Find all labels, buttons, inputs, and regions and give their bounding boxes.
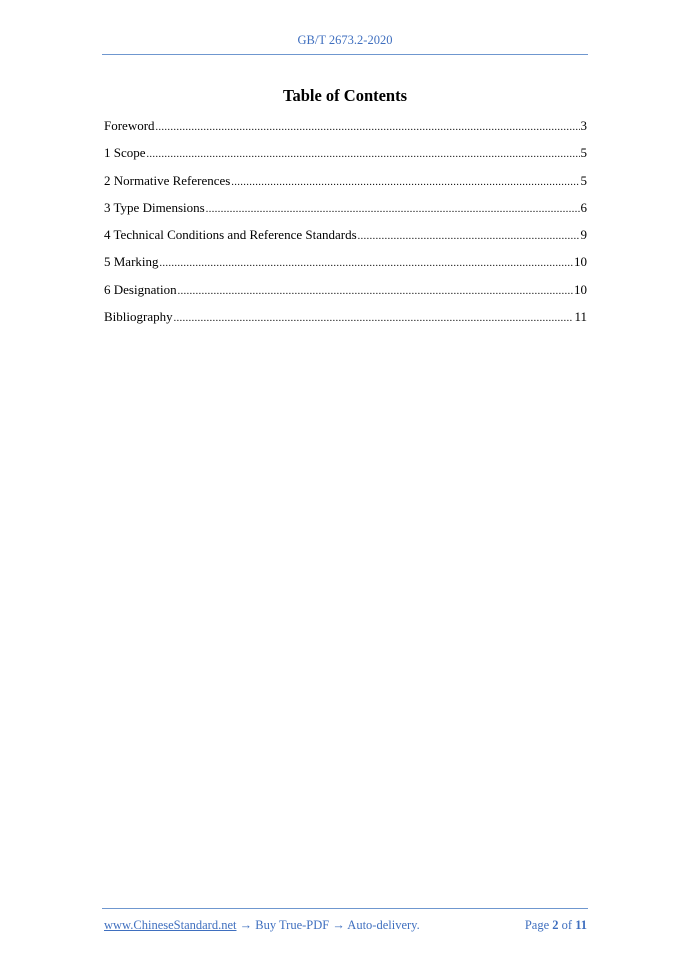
toc-leader-dots xyxy=(174,313,574,324)
toc-entry-page: 10 xyxy=(574,281,587,297)
toc-entry-page: 6 xyxy=(580,199,587,215)
page-current: 2 xyxy=(552,918,559,932)
toc-title: Table of Contents xyxy=(282,86,408,105)
page-prefix: Page xyxy=(524,918,553,932)
toc-entry-bibliography[interactable] xyxy=(104,309,587,336)
toc-entry-page: 9 xyxy=(580,227,587,243)
page-footer xyxy=(104,918,587,933)
toc-entry-page: 10 xyxy=(574,254,587,270)
toc-entry-page: 3 xyxy=(580,118,587,133)
toc-leader-dots xyxy=(156,122,580,133)
toc-entry-page: 5 xyxy=(580,145,587,161)
toc-entry-designation[interactable] xyxy=(104,282,587,309)
toc-leader-dots xyxy=(206,204,580,215)
toc-entry-scope[interactable] xyxy=(104,145,587,172)
footer-divider xyxy=(102,908,588,909)
page-total: 11 xyxy=(575,918,587,932)
toc-entry-page: 11 xyxy=(574,309,587,325)
toc-entry-label: 6 Designation xyxy=(104,281,177,297)
toc-entry-label: 3 Type Dimensions xyxy=(104,199,205,215)
toc-entry-label: Bibliography xyxy=(104,309,173,325)
footer-promo-text: → Buy True-PDF → Auto-delivery. xyxy=(236,918,420,932)
page-number xyxy=(525,918,587,933)
toc-entry-label: 2 Normative References xyxy=(104,172,231,188)
toc-entry-label: 4 Technical Conditions and Reference Standards xyxy=(104,227,357,243)
toc-entry-type-dimensions[interactable] xyxy=(104,200,587,227)
page-header xyxy=(102,33,588,48)
toc-leader-dots xyxy=(358,231,580,242)
toc-entry-label: 1 Scope xyxy=(104,145,146,161)
toc-entry-foreword[interactable] xyxy=(104,118,587,145)
footer-promo xyxy=(104,918,420,933)
toc-entry-marking[interactable] xyxy=(104,254,587,281)
website-link[interactable]: www.ChineseStandard.net xyxy=(104,918,237,932)
table-of-contents xyxy=(104,118,587,336)
toc-entry-page: 5 xyxy=(580,172,587,188)
header-divider xyxy=(102,54,588,55)
toc-leader-dots xyxy=(178,286,573,297)
toc-entry-technical-conditions[interactable] xyxy=(104,227,587,254)
toc-leader-dots xyxy=(147,149,580,160)
toc-entry-normative-references[interactable] xyxy=(104,173,587,200)
toc-leader-dots xyxy=(160,258,573,269)
toc-leader-dots xyxy=(231,177,579,188)
toc-entry-label: Foreword xyxy=(104,118,155,133)
page-of: of xyxy=(558,918,576,932)
toc-entry-label: 5 Marking xyxy=(104,254,159,270)
document-id: GB/T 2673.2-2020 xyxy=(297,33,393,47)
